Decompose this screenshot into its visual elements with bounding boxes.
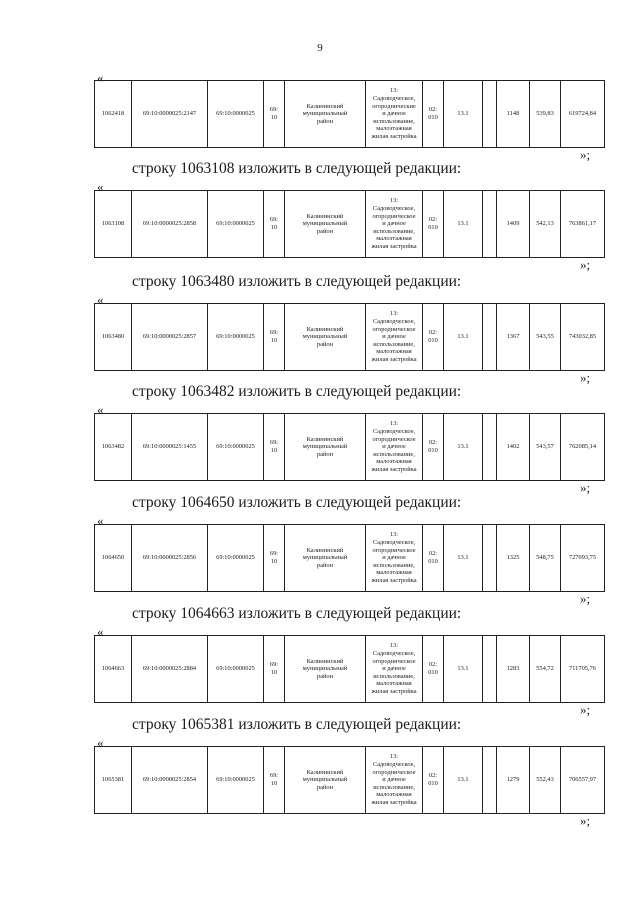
data-table bbox=[94, 746, 605, 814]
land-use: 13: Садоводческое, огородническое и дачное использование, малоэтажная жилая застройка bbox=[366, 191, 423, 258]
area: 1279 bbox=[497, 747, 530, 814]
cadastral-number: 69:10:0000025:2857 bbox=[132, 304, 208, 371]
table-row bbox=[95, 525, 605, 592]
group-number: 13.1 bbox=[444, 304, 483, 371]
cadastral-quarter: 69:10:0000025 bbox=[208, 747, 264, 814]
cadastral-number: 69:10:0000025:1455 bbox=[132, 414, 208, 481]
close-quote: »; bbox=[580, 257, 591, 272]
empty-cell bbox=[483, 747, 497, 814]
group-number: 13.1 bbox=[444, 636, 483, 703]
row-id: 1064650 bbox=[95, 525, 132, 592]
table-row bbox=[95, 191, 605, 258]
data-table bbox=[94, 80, 605, 148]
cadastral-quarter: 69:10:0000025 bbox=[208, 191, 264, 258]
specific-value: 543,57 bbox=[530, 414, 561, 481]
cadastral-quarter: 69:10:0000025 bbox=[208, 81, 264, 148]
cadastral-value: 619724,84 bbox=[561, 81, 605, 148]
district: Калининский муниципальный район bbox=[285, 414, 366, 481]
category-code: 02: 010 bbox=[423, 304, 444, 371]
instruction-text: строку 1065381 изложить в следующей редакции: bbox=[132, 716, 462, 733]
land-use: 13: Садоводческое, огородническое и дачное использование, малоэтажная жилая застройка bbox=[366, 525, 423, 592]
specific-value: 554,72 bbox=[530, 636, 561, 703]
open-quote: « bbox=[97, 735, 104, 750]
cadastral-quarter: 69:10:0000025 bbox=[208, 304, 264, 371]
row-id: 1063108 bbox=[95, 191, 132, 258]
area: 1148 bbox=[497, 81, 530, 148]
cadastral-value: 711705,76 bbox=[561, 636, 605, 703]
cadastral-quarter: 69:10:0000025 bbox=[208, 525, 264, 592]
close-quote: »; bbox=[580, 813, 591, 828]
open-quote: « bbox=[97, 402, 104, 417]
category-code: 02: 010 bbox=[423, 191, 444, 258]
close-quote: »; bbox=[580, 480, 591, 495]
area: 1402 bbox=[497, 414, 530, 481]
land-use: 13: Садоводческое, огороднические и дачное использование, малоэтажная жилая застройка bbox=[366, 81, 423, 148]
table-row bbox=[95, 304, 605, 371]
district: Калининский муниципальный район bbox=[285, 81, 366, 148]
group-number: 13.1 bbox=[444, 525, 483, 592]
category-code: 02: 010 bbox=[423, 525, 444, 592]
data-table bbox=[94, 190, 605, 258]
row-id: 1062418 bbox=[95, 81, 132, 148]
open-quote: « bbox=[97, 624, 104, 639]
region-code: 69: 10 bbox=[264, 747, 285, 814]
group-number: 13.1 bbox=[444, 747, 483, 814]
close-quote: »; bbox=[580, 702, 591, 717]
cadastral-number: 69:10:0000025:2147 bbox=[132, 81, 208, 148]
open-quote: « bbox=[97, 70, 104, 85]
empty-cell bbox=[483, 191, 497, 258]
specific-value: 543,55 bbox=[530, 304, 561, 371]
close-quote: »; bbox=[580, 591, 591, 606]
empty-cell bbox=[483, 81, 497, 148]
cadastral-number: 69:10:0000025:2856 bbox=[132, 525, 208, 592]
group-number: 13.1 bbox=[444, 81, 483, 148]
area: 1325 bbox=[497, 525, 530, 592]
land-use: 13: Садоводческое, огородническое и дачное использование, малоэтажная жилая застройка bbox=[366, 304, 423, 371]
data-table bbox=[94, 524, 605, 592]
empty-cell bbox=[483, 304, 497, 371]
instruction-text: строку 1063482 изложить в следующей редакции: bbox=[132, 383, 462, 400]
cadastral-value: 763861,17 bbox=[561, 191, 605, 258]
table-row bbox=[95, 636, 605, 703]
instruction-text: строку 1063108 изложить в следующей редакции: bbox=[132, 160, 462, 177]
cadastral-value: 727093,75 bbox=[561, 525, 605, 592]
table-row bbox=[95, 81, 605, 148]
cadastral-number: 69:10:0000025:2884 bbox=[132, 636, 208, 703]
category-code: 02: 010 bbox=[423, 414, 444, 481]
land-use: 13: Садоводческое, огородническое и дачное использование, малоэтажная жилая застройка bbox=[366, 747, 423, 814]
district: Калининский муниципальный район bbox=[285, 304, 366, 371]
category-code: 02: 010 bbox=[423, 636, 444, 703]
area: 1409 bbox=[497, 191, 530, 258]
land-use: 13: Садоводческое, огородническое и дачное использование, малоэтажная жилая застройка bbox=[366, 636, 423, 703]
region-code: 69: 10 bbox=[264, 81, 285, 148]
table-row bbox=[95, 414, 605, 481]
district: Калининский муниципальный район bbox=[285, 191, 366, 258]
cadastral-quarter: 69:10:0000025 bbox=[208, 414, 264, 481]
data-table bbox=[94, 413, 605, 481]
region-code: 69: 10 bbox=[264, 191, 285, 258]
row-id: 1064663 bbox=[95, 636, 132, 703]
row-id: 1065381 bbox=[95, 747, 132, 814]
instruction-text: строку 1064663 изложить в следующей редакции: bbox=[132, 605, 462, 622]
area: 1367 bbox=[497, 304, 530, 371]
close-quote: »; bbox=[580, 370, 591, 385]
area: 1283 bbox=[497, 636, 530, 703]
group-number: 13.1 bbox=[444, 191, 483, 258]
specific-value: 542,13 bbox=[530, 191, 561, 258]
category-code: 02: 010 bbox=[423, 747, 444, 814]
specific-value: 552,43 bbox=[530, 747, 561, 814]
empty-cell bbox=[483, 636, 497, 703]
district: Калининский муниципальный район bbox=[285, 747, 366, 814]
land-use: 13: Садоводческое, огородническое и дачное использование, малоэтажная жилая застройка bbox=[366, 414, 423, 481]
district: Калининский муниципальный район bbox=[285, 636, 366, 703]
open-quote: « bbox=[97, 513, 104, 528]
region-code: 69: 10 bbox=[264, 525, 285, 592]
row-id: 1063482 bbox=[95, 414, 132, 481]
cadastral-value: 762085,14 bbox=[561, 414, 605, 481]
instruction-text: строку 1064650 изложить в следующей редакции: bbox=[132, 494, 462, 511]
open-quote: « bbox=[97, 292, 104, 307]
specific-value: 539,83 bbox=[530, 81, 561, 148]
row-id: 1063480 bbox=[95, 304, 132, 371]
table-row bbox=[95, 747, 605, 814]
category-code: 02: 010 bbox=[423, 81, 444, 148]
data-table bbox=[94, 303, 605, 371]
cadastral-quarter: 69:10:0000025 bbox=[208, 636, 264, 703]
cadastral-value: 743032,85 bbox=[561, 304, 605, 371]
empty-cell bbox=[483, 414, 497, 481]
cadastral-value: 706557,97 bbox=[561, 747, 605, 814]
data-table bbox=[94, 635, 605, 703]
group-number: 13.1 bbox=[444, 414, 483, 481]
cadastral-number: 69:10:0000025:2854 bbox=[132, 747, 208, 814]
region-code: 69: 10 bbox=[264, 304, 285, 371]
region-code: 69: 10 bbox=[264, 636, 285, 703]
specific-value: 548,75 bbox=[530, 525, 561, 592]
close-quote: »; bbox=[580, 147, 591, 162]
region-code: 69: 10 bbox=[264, 414, 285, 481]
district: Калининский муниципальный район bbox=[285, 525, 366, 592]
open-quote: « bbox=[97, 179, 104, 194]
page-number: 9 bbox=[317, 42, 323, 54]
instruction-text: строку 1063480 изложить в следующей редакции: bbox=[132, 273, 462, 290]
cadastral-number: 69:10:0000025:2858 bbox=[132, 191, 208, 258]
empty-cell bbox=[483, 525, 497, 592]
